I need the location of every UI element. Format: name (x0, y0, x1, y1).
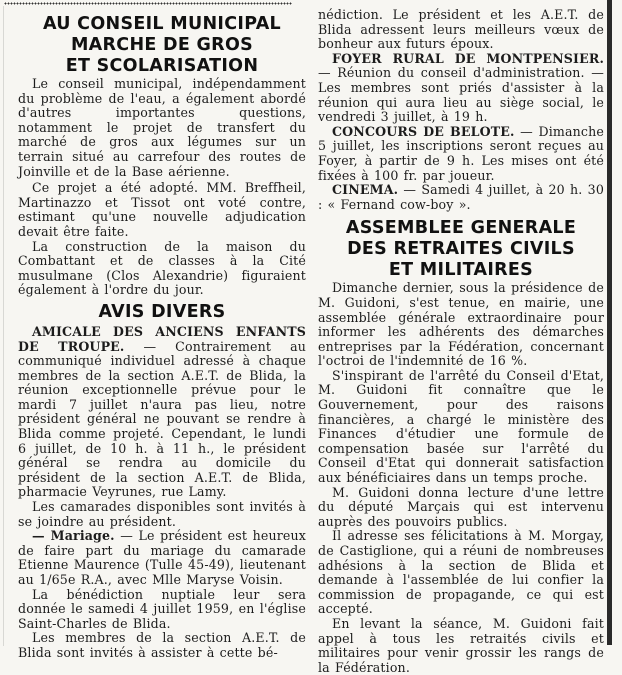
left-column-rule (3, 6, 4, 646)
heading-militaires: ET MILITAIRES (388, 260, 534, 281)
paragraph: Ce projet a été adopté. MM. Breffheil, Martinazzo et Tissot ont voté contre, estimant qu'une nouvelle adjudication devait être faite. (18, 180, 306, 239)
paragraph: La bénédiction nuptiale leur sera donnée le samedi 4 juillet 1959, en l'église Saint-Charles de Blida. (18, 586, 306, 631)
heading-assemblee-generale: ASSEMBLEE GENERALE (345, 218, 577, 239)
paragraph: La construction de la maison du Combattant et de classes à la Cité musulmane (Clos Alexandrie) figuraient également à l'ordre du jour. (18, 238, 306, 298)
paragraph: S'inspirant de l'arrêté du Conseil d'Etat, M. Guidoni fit connaître que le Gouvernement, pour des raisons financières, a chargé le ministère des Finances d'étudier une formule de compensation basée sur l'arrêté du Conseil d'Etat qui donnerait satisfaction aux bénéficiaires dans un temps proche. (318, 367, 604, 486)
paragraph-text: — Le président est heureux de faire part du mariage du camarade Etienne Maurence (Tulle 45-49), lieutenant au 1/65e R.A., avec Mlle Maryse Voisin. (18, 528, 306, 587)
lead-amicale: AMICALE DES ANCIENS ENFANTS DE TROUPE. (18, 323, 306, 354)
paragraph: nédiction. Le président et les A.E.T. de Blida adressent leurs meilleurs vœux de bonheur aux futurs époux. (318, 7, 604, 52)
heading-avis-divers: AVIS DIVERS (98, 301, 226, 322)
paragraph: Il adresse ses félicitations à M. Morgay, de Castiglione, qui a réuni de nombreuses adhésions à la section de Blida et demande à l'assemblée de lui confier la commission de propagande, ce qui est accepté. (318, 528, 604, 617)
paragraph-cinema (318, 183, 604, 212)
top-dotted-rule (4, 2, 292, 5)
paragraph: Les camarades disponibles sont invités à se joindre au président. (18, 499, 306, 529)
paragraph-text: — Contrairement au communiqué individuel adressé à chaque membres de la section A.E.T. de Blida, la réunion exceptionnelle prévue pour le mardi 7 juillet n'aura pas lieu, notre président général ne pouvant se rendre à Blida comme projeté. Cependant, le lundi 6 juillet, de 10 h. à 11 h., le président général se rendra au domicile du président de la section A.E.T. de Blida, pharmacie Veyrunes, rue Lamy. (18, 338, 307, 500)
paragraph-text: — Samedi 4 juillet, à 20 h. 30 : « Fernand cow-boy ». (318, 182, 604, 212)
heading-marche-de-gros: MARCHE DE GROS (70, 35, 254, 55)
paragraph-text: — Réunion du conseil d'administration. — Les membres sont priés d'assister à la réunion qui aura lieu au siège social, le vendredi 3 juillet, à 19 h. (318, 65, 604, 125)
paragraph: Dimanche dernier, sous la présidence de M. Guidoni, s'est tenue, en mairie, une assemblée générale extraordinaire pour informer les adhérents des démarches entreprises par la Fédération, concernant l'octroi de l'indemnité de 16 %. (318, 280, 604, 369)
right-column (318, 8, 604, 675)
heading-scolarisation: ET SCOLARISATION (65, 56, 259, 76)
paragraph-mariage (18, 529, 306, 587)
left-column (18, 12, 306, 661)
paragraph: Les membres de la section A.E.T. de Blida sont invités à assister à cette bé- (18, 630, 306, 660)
lead-mariage: — Mariage. (32, 528, 115, 544)
paragraph: Le conseil municipal, indépendamment du problème de l'eau, a également abordé d'autres importantes questions, notamment le projet de transfert du marché de gros aux légumes sur un terrain situé au carrefour des routes de Joinville et de la Base aérienne. (18, 76, 306, 179)
paragraph: M. Guidoni donna lecture d'une lettre du député Marçais qui est intervenu auprès des pouvoirs publics. (318, 484, 604, 529)
paragraph-foyer (318, 52, 604, 125)
right-column-rule (607, 0, 612, 645)
heading-conseil-municipal: AU CONSEIL MUNICIPAL (42, 14, 282, 34)
paragraph-belote (318, 125, 604, 183)
lead-cinema: CINEMA. (332, 182, 399, 198)
lead-foyer: FOYER RURAL DE MONTPENSIER. (332, 50, 604, 66)
lead-belote: CONCOURS DE BELOTE. (332, 123, 515, 139)
paragraph: En levant la séance, M. Guidoni fait appel à tous les retraités civils et militaires pour venir grossir les rangs de la Fédération. (318, 615, 604, 675)
paragraph-amicale (18, 325, 306, 500)
paragraph-text: — Dimanche 5 juillet, les inscriptions seront reçues au Foyer, à partir de 9 h. Les mises ont été fixées à 100 fr. par joueur. (318, 123, 604, 183)
heading-retraites-civils: DES RETRAITES CIVILS (347, 239, 575, 260)
